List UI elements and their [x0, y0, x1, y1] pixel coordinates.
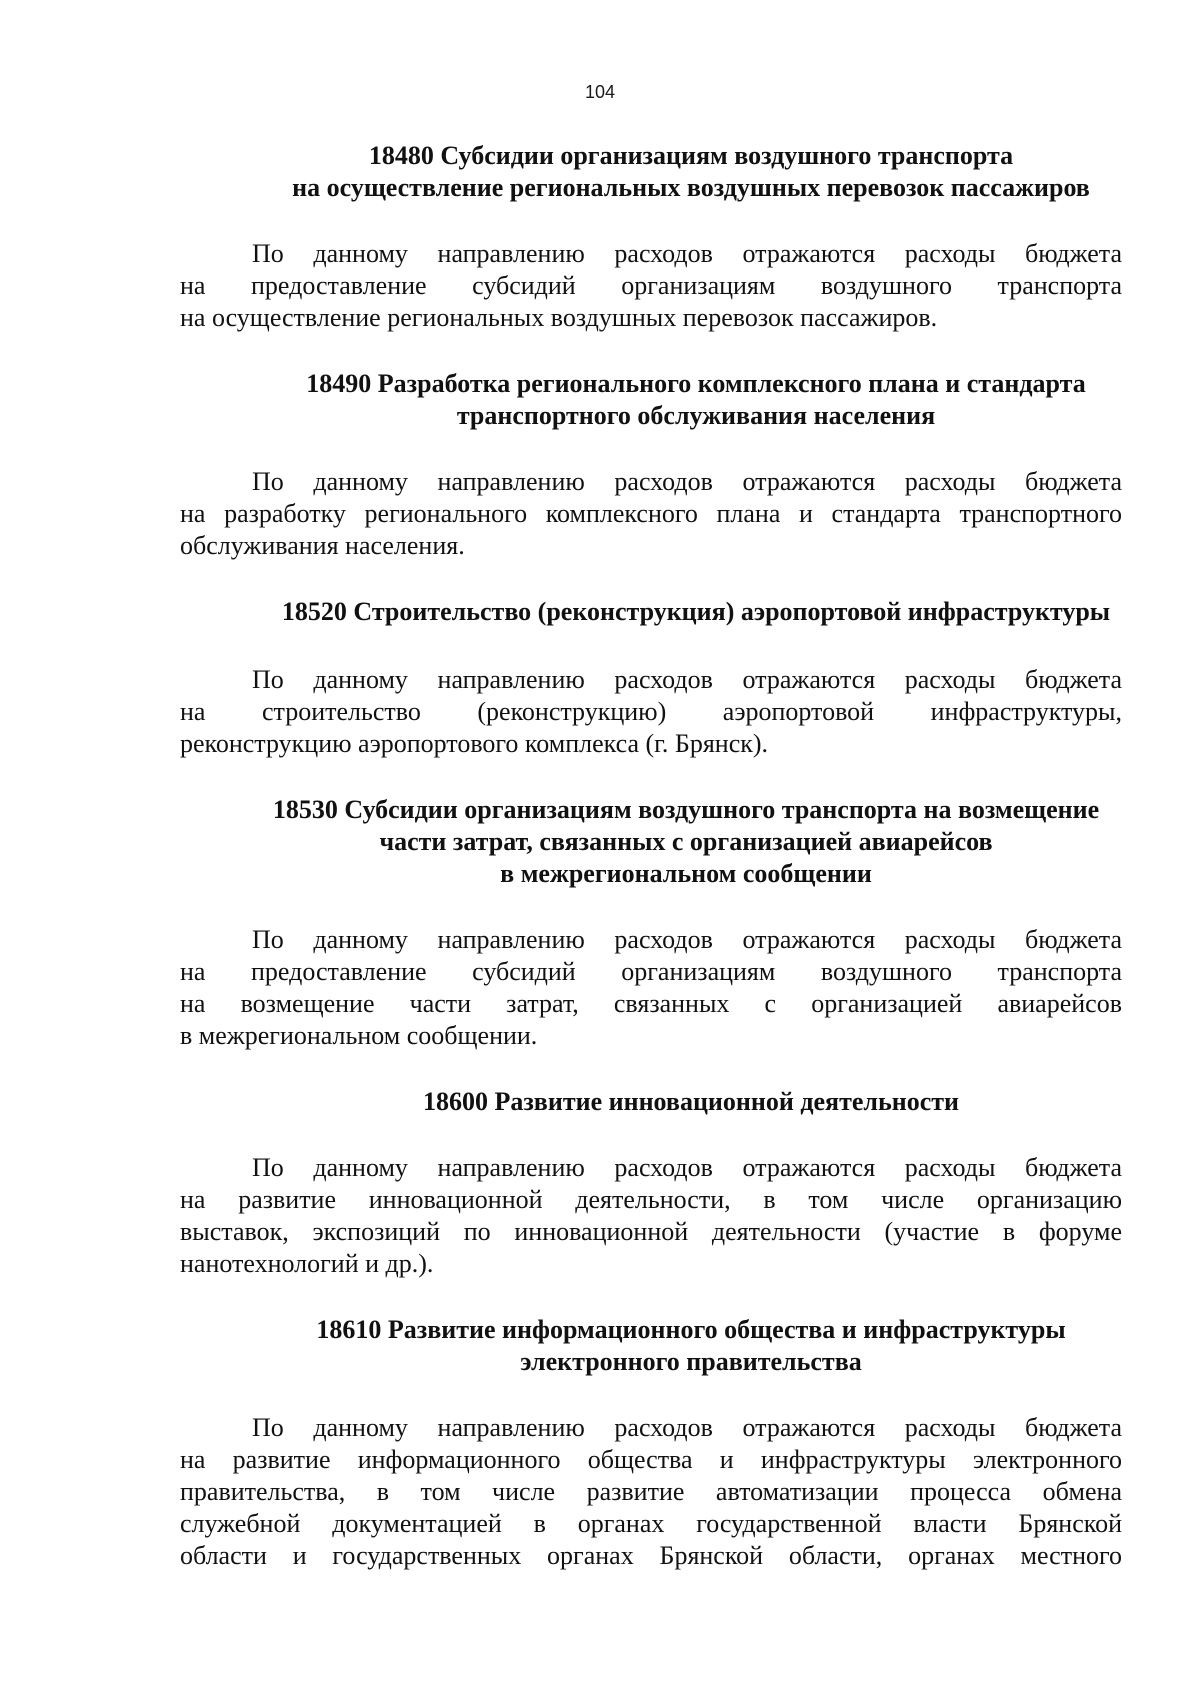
heading-line: 18610 Развитие информационного общества и инфраструктуры: [316, 1315, 1066, 1344]
paragraph-line: По данному направлению расходов отражаются расходы бюджета: [252, 925, 1122, 954]
heading-line: 18530 Субсидии организациям воздушного транспорта на возмещение: [272, 795, 1100, 824]
section-paragraph-18480: [180, 238, 1122, 334]
heading-line: на осуществление региональных воздушных перевозок пассажиров: [292, 173, 1090, 202]
heading-line: в межрегиональном сообщении: [500, 859, 872, 888]
heading-line: 18520 Строительство (реконструкция) аэропортовой инфраструктуры: [281, 597, 1111, 626]
section-heading-18610: [250, 1314, 1132, 1378]
document-body: [180, 140, 1122, 1572]
paragraph-line: на развитие инновационной деятельности, в том числе организацию: [180, 1185, 1122, 1214]
section-heading-18490: [260, 368, 1132, 432]
section-paragraph-18610: [180, 1412, 1122, 1572]
paragraph-line: на предоставление субсидий организациям воздушного транспорта: [180, 271, 1122, 300]
paragraph-line: выставок, экспозиций по инновационной деятельности (участие в форуме: [180, 1217, 1122, 1246]
section-heading-18480: [240, 140, 1142, 204]
heading-line: транспортного обслуживания населения: [456, 401, 936, 430]
paragraph-line: на строительство (реконструкцию) аэропортовой инфраструктуры,: [180, 697, 1122, 726]
heading-line: 18480 Субсидии организациям воздушного транспорта: [368, 141, 1014, 170]
page-number: 104: [584, 82, 616, 102]
section-heading-18600: [250, 1086, 1132, 1118]
paragraph-line: По данному направлению расходов отражаются расходы бюджета: [252, 467, 1122, 496]
section-paragraph-18600: [180, 1152, 1122, 1280]
paragraph-line: обслуживания населения.: [180, 531, 465, 560]
heading-line: части затрат, связанных с организацией авиарейсов: [379, 827, 993, 856]
paragraph-line: на разработку регионального комплексного плана и стандарта транспортного: [180, 499, 1122, 528]
paragraph-line: на возмещение части затрат, связанных с организацией авиарейсов: [180, 989, 1122, 1018]
section-heading-18530: [240, 794, 1132, 890]
paragraph-line: на осуществление региональных воздушных перевозок пассажиров.: [180, 303, 938, 332]
section-heading-18520: [260, 596, 1132, 628]
paragraph-line: в межрегиональном сообщении.: [180, 1021, 538, 1050]
section-paragraph-18530: [180, 924, 1122, 1052]
paragraph-line: нанотехнологий и др.).: [180, 1249, 434, 1278]
paragraph-line: По данному направлению расходов отражаются расходы бюджета: [252, 239, 1122, 268]
paragraph-line: на предоставление субсидий организациям воздушного транспорта: [180, 957, 1122, 986]
section-paragraph-18520: [180, 664, 1122, 760]
paragraph-line: реконструкцию аэропортового комплекса (г. Брянск).: [180, 729, 769, 758]
paragraph-line: области и государственных органах Брянской области, органах местного: [180, 1541, 1122, 1570]
paragraph-line: По данному направлению расходов отражаются расходы бюджета: [252, 665, 1122, 694]
paragraph-line: служебной документацией в органах государственной власти Брянской: [180, 1509, 1122, 1538]
heading-line: электронного правительства: [520, 1347, 862, 1376]
heading-line: 18600 Развитие инновационной деятельности: [422, 1087, 960, 1116]
heading-line: 18490 Разработка регионального комплексного плана и стандарта: [306, 369, 1086, 398]
paragraph-line: на развитие информационного общества и инфраструктуры электронного: [180, 1445, 1122, 1474]
paragraph-line: По данному направлению расходов отражаются расходы бюджета: [252, 1153, 1122, 1182]
paragraph-line: По данному направлению расходов отражаются расходы бюджета: [252, 1413, 1122, 1442]
paragraph-line: правительства, в том числе развитие автоматизации процесса обмена: [180, 1477, 1122, 1506]
section-paragraph-18490: [180, 466, 1122, 562]
